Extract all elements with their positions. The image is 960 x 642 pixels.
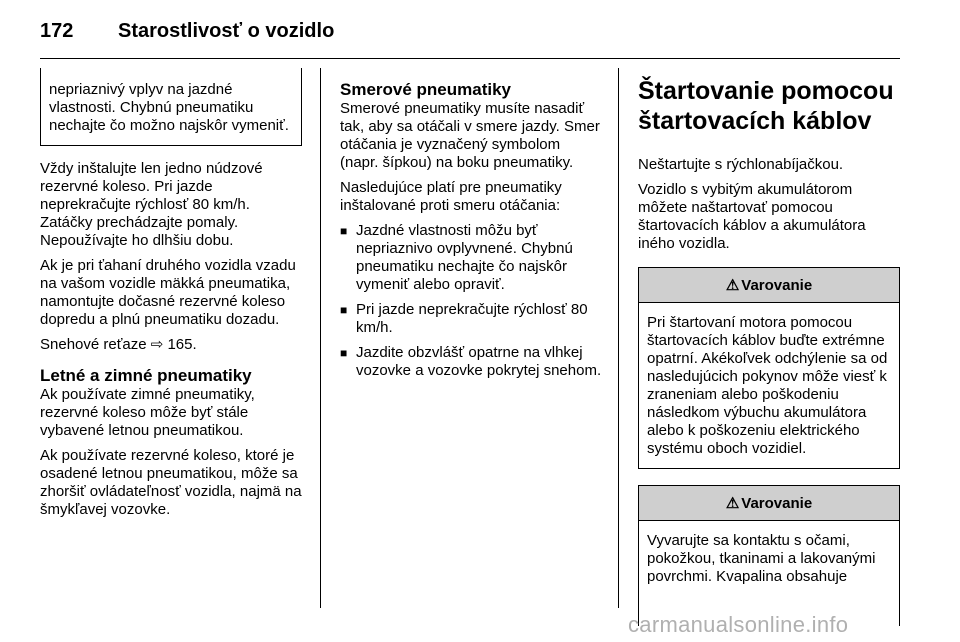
page-header	[40, 14, 920, 48]
warning-header	[639, 268, 899, 303]
paragraph: Smerové pneumatiky musíte nasadiť tak, aby sa otáčali v smere jazdy. Smer otáčania je vyznačený symbolom (napr. šípkou) na boku pneumatiky.	[340, 100, 600, 171]
section-heading-directional-tyres: Smerové pneumatiky	[340, 80, 512, 99]
paragraph-snow-chains	[40, 336, 302, 354]
paragraph: Neštartujte s rýchlonabíjačkou.	[638, 156, 844, 173]
watermark: carmanualsonline.info	[628, 612, 849, 637]
warning-triangle-icon: ⚠	[725, 277, 740, 294]
page-reference-arrow-icon: ⇨	[150, 336, 164, 353]
warning-text: Pri štartovaní motora pomocou štartovacích káblov buďte extrémne opatrní. Akékoľvek odchýlenie sa od nasledujúcich pokynov môže viesť k zraneniam alebo poškodeniu následkom výbuchu akumulátora alebo k poškozeniu elektrického systému oboch vozidiel.	[647, 314, 888, 457]
square-bullet-icon: ■	[340, 303, 348, 317]
section-heading-jump-start: Štartovanie pomocou štartovacích káblov	[638, 77, 894, 135]
square-bullet-icon: ■	[340, 224, 348, 238]
warning-triangle-icon: ⚠	[725, 495, 740, 512]
warning-title: Varovanie	[741, 276, 813, 294]
list-item: ■ Jazdite obzvlášť opatrne na vlhkej vozovke a vozovke pokrytej snehom.	[340, 344, 602, 379]
snow-chains-text: Snehové reťaze	[40, 336, 147, 353]
page-title: Starostlivosť o vozidlo	[118, 20, 335, 42]
paragraph: Ak je pri ťahaní druhého vozidla vzadu na vašom vozidle mäkká pneumatika, namontujte dočasné rezervné koleso dopredu a plnú pneumatiku dozadu.	[40, 257, 296, 328]
page-reference[interactable]: 165.	[167, 336, 197, 353]
warning-title: Varovanie	[741, 494, 813, 512]
warning-body	[639, 303, 899, 468]
warning-body	[639, 521, 899, 596]
column-3	[638, 68, 900, 642]
header-divider	[40, 58, 900, 59]
paragraph: Vždy inštalujte len jedno núdzové rezervné koleso. Pri jazde neprekračujte rýchlosť 80 km/h. Zatáčky prechádzajte pomaly. Nepoužívajte ho dlhšiu dobu.	[40, 160, 263, 249]
bullet-list	[340, 222, 602, 380]
warning-text: Vyvarujte sa kontaktu s očami, pokožkou, tkaninami a lakovanými povrchmi. Kvapalina obsahuje	[647, 532, 876, 585]
warning-box-2	[638, 485, 900, 626]
column-divider-1	[320, 68, 321, 608]
paragraph: Vozidlo s vybitým akumulátorom môžete naštartovať pomocou štartovacích káblov a akumulátora iného vozidla.	[638, 181, 866, 252]
page-number: 172	[40, 20, 74, 42]
paragraph: Ak používate zimné pneumatiky, rezervné koleso môže byť stále vybavené letnou pneumatikou.	[40, 386, 255, 439]
warning-header	[639, 486, 899, 521]
column-1	[40, 68, 302, 526]
paragraph: Nasledujúce platí pre pneumatiky inštalované proti smeru otáčania:	[340, 179, 562, 214]
column-2	[340, 68, 602, 387]
warning-box-1	[638, 267, 900, 469]
list-item: ■ Pri jazde neprekračujte rýchlosť 80 km/h.	[340, 301, 588, 336]
continued-warning-box	[40, 68, 302, 146]
section-heading-summer-winter-tyres: Letné a zimné pneumatiky	[40, 366, 252, 385]
paragraph: Ak používate rezervné koleso, ktoré je osadené letnou pneumatikou, môže sa zhoršiť ovládateľnosť vozidla, najmä na šmykľavej vozovke.	[40, 447, 302, 518]
list-item: ■ Jazdné vlastnosti môžu byť nepriaznivo ovplyvnené. Chybnú pneumatiku nechajte čo najskôr vymeniť alebo opraviť.	[340, 222, 573, 293]
column-divider-2	[618, 68, 619, 608]
box-text: nepriaznivý vplyv na jazdné vlastnosti. Chybnú pneumatiku nechajte čo možno najskôr vymeniť.	[49, 81, 289, 134]
square-bullet-icon: ■	[340, 346, 348, 360]
